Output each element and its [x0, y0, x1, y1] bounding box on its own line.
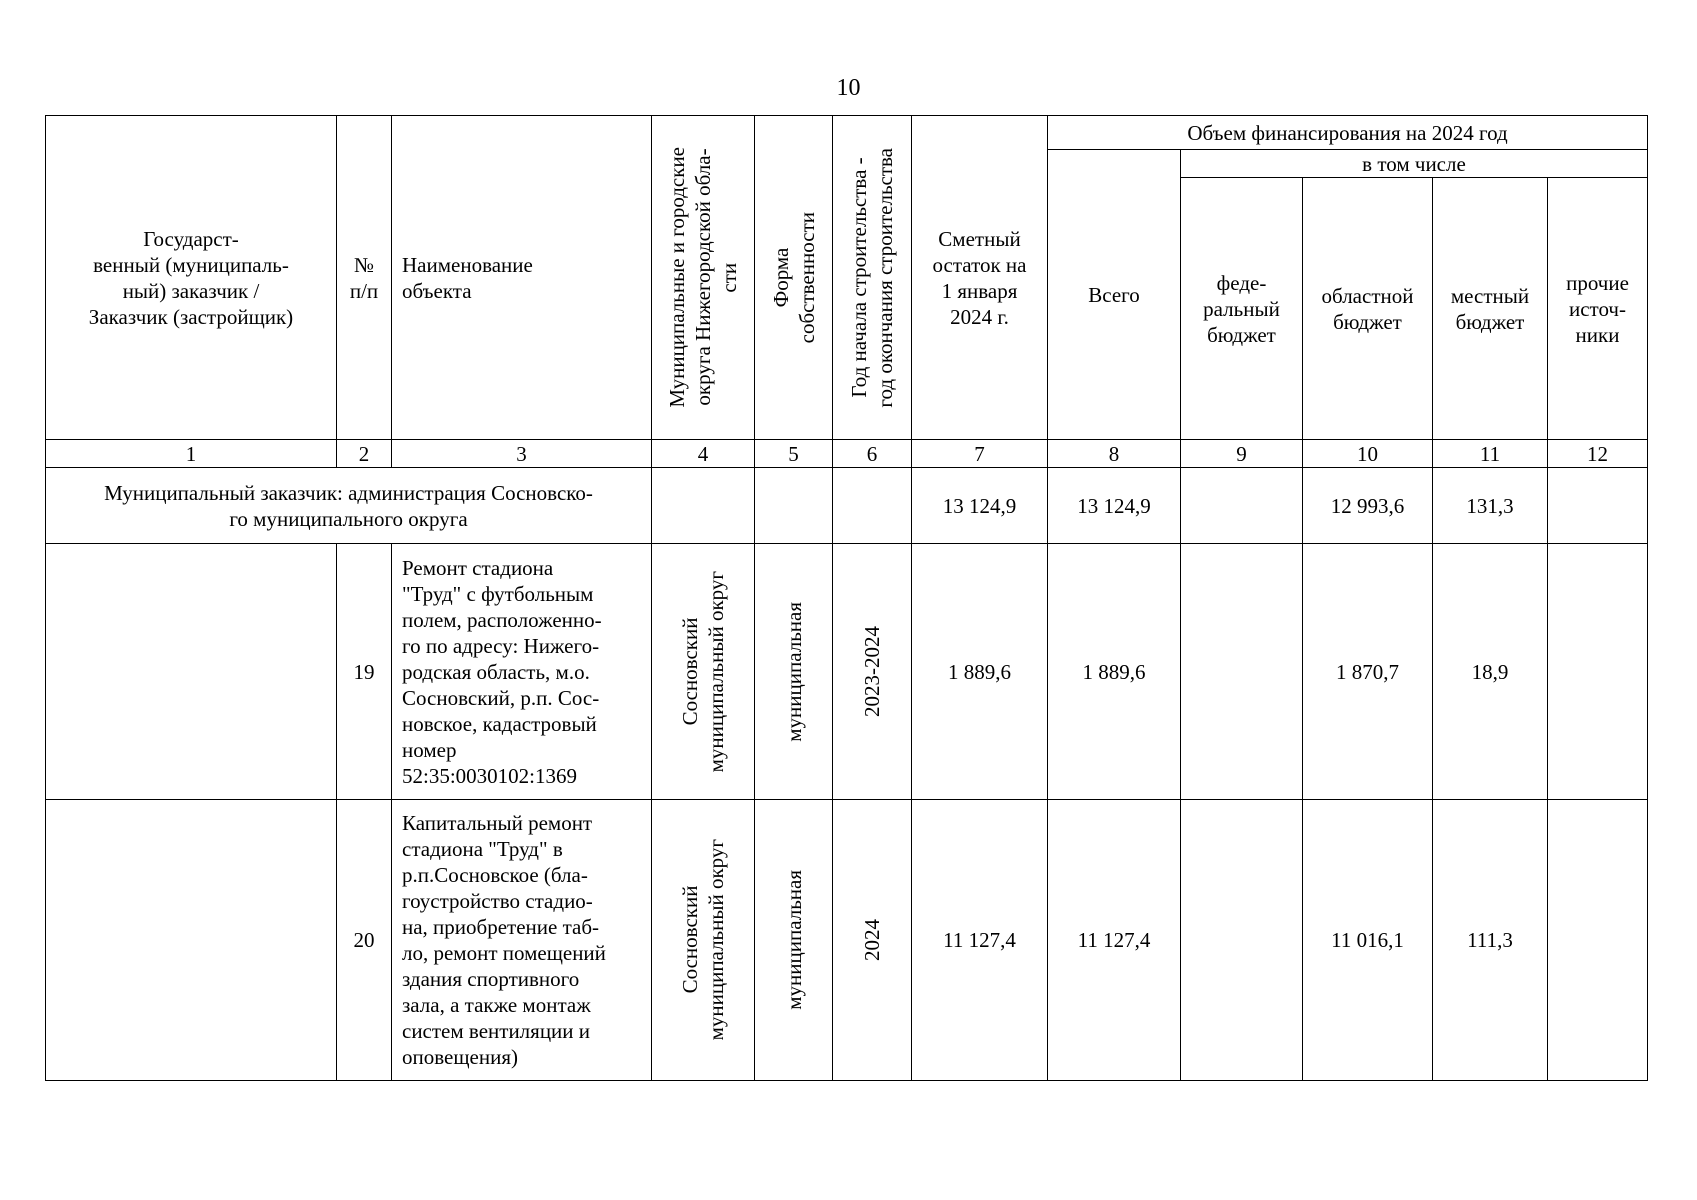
- header-ownership: Форма собственности: [768, 211, 819, 344]
- group-regional: 12 993,6: [1303, 468, 1433, 544]
- row-federal: [1181, 544, 1303, 800]
- row-ownership: муниципальная: [781, 601, 806, 742]
- group-total: 13 124,9: [1048, 468, 1181, 544]
- row-district: Сосновский муниципальный округ: [678, 839, 728, 1041]
- row-district-cell: [652, 544, 755, 800]
- header-regional: областной бюджет: [1303, 178, 1433, 440]
- row-customer: [46, 544, 337, 800]
- row-number: 19: [337, 544, 392, 800]
- header-district: Муниципальные и городские округа Нижегородской обла- сти: [665, 147, 741, 408]
- column-number: 12: [1548, 440, 1648, 468]
- header-financing-group: Объем финансирования на 2024 год: [1048, 116, 1648, 150]
- row-federal: [1181, 800, 1303, 1081]
- column-number: 6: [833, 440, 912, 468]
- group-customer-label: Муниципальный заказчик: администрация Сосновско- го муниципального округа: [46, 468, 652, 544]
- row-district: Сосновский муниципальный округ: [678, 570, 728, 773]
- header-years: Год начала строительства - год окончания строительства: [847, 147, 897, 408]
- row-balance: 1 889,6: [912, 544, 1048, 800]
- row-other: [1548, 544, 1648, 800]
- column-number: 11: [1433, 440, 1548, 468]
- header-number: № п/п: [337, 116, 392, 440]
- group-years: [833, 468, 912, 544]
- row-total: 1 889,6: [1048, 544, 1181, 800]
- header-balance: Сметный остаток на 1 января 2024 г.: [912, 116, 1048, 440]
- row-local: 18,9: [1433, 544, 1548, 800]
- column-number: 4: [652, 440, 755, 468]
- header-years-cell: [833, 116, 912, 440]
- column-number: 3: [392, 440, 652, 468]
- row-years: 2024: [860, 919, 884, 961]
- group-other: [1548, 468, 1648, 544]
- header-row-1: [46, 116, 1648, 150]
- header-object-name: Наименование объекта: [392, 116, 652, 440]
- header-total: Всего: [1048, 150, 1181, 440]
- group-ownership: [755, 468, 833, 544]
- row-years-cell: [833, 800, 912, 1081]
- row-object-name: Капитальный ремонт стадиона "Труд" в р.п.Сосновское (бла- гоустройство стадио- на, приобретение таб- ло, ремонт помещений здания спортивного зала, а также монтаж систем вентиляции и оповещения): [392, 800, 652, 1081]
- row-district-cell: [652, 800, 755, 1081]
- header-including-group: в том числе: [1181, 150, 1648, 178]
- column-number: 10: [1303, 440, 1433, 468]
- group-federal: [1181, 468, 1303, 544]
- row-balance: 11 127,4: [912, 800, 1048, 1081]
- row-regional: 1 870,7: [1303, 544, 1433, 800]
- column-number: 1: [46, 440, 337, 468]
- column-number: 5: [755, 440, 833, 468]
- group-local: 131,3: [1433, 468, 1548, 544]
- table-row: [46, 544, 1648, 800]
- row-years: 2023-2024: [860, 626, 884, 717]
- row-other: [1548, 800, 1648, 1081]
- financing-table: [45, 115, 1648, 1081]
- column-number: 2: [337, 440, 392, 468]
- group-balance: 13 124,9: [912, 468, 1048, 544]
- page-number: 10: [836, 75, 861, 101]
- row-ownership-cell: [755, 544, 833, 800]
- column-number-row: [46, 440, 1648, 468]
- row-regional: 11 016,1: [1303, 800, 1433, 1081]
- header-other: прочие источ- ники: [1548, 178, 1648, 440]
- header-local: местный бюджет: [1433, 178, 1548, 440]
- header-federal: феде- ральный бюджет: [1181, 178, 1303, 440]
- row-ownership-cell: [755, 800, 833, 1081]
- row-local: 111,3: [1433, 800, 1548, 1081]
- table-row: [46, 800, 1648, 1081]
- column-number: 7: [912, 440, 1048, 468]
- row-ownership: муниципальная: [781, 870, 806, 1010]
- row-total: 11 127,4: [1048, 800, 1181, 1081]
- row-number: 20: [337, 800, 392, 1081]
- header-customer: Государст- венный (муниципаль- ный) заказчик / Заказчик (застройщик): [46, 116, 337, 440]
- group-district: [652, 468, 755, 544]
- group-row: [46, 468, 1648, 544]
- row-object-name: Ремонт стадиона "Труд" с футбольным полем, расположенно- го по адресу: Нижего- родская область, м.о. Сосновский, р.п. Сос- новское, кадастровый номер 52:35:0030102:1369: [392, 544, 652, 800]
- row-years-cell: [833, 544, 912, 800]
- header-ownership-cell: [755, 116, 833, 440]
- row-customer: [46, 800, 337, 1081]
- column-number: 9: [1181, 440, 1303, 468]
- header-district-cell: [652, 116, 755, 440]
- column-number: 8: [1048, 440, 1181, 468]
